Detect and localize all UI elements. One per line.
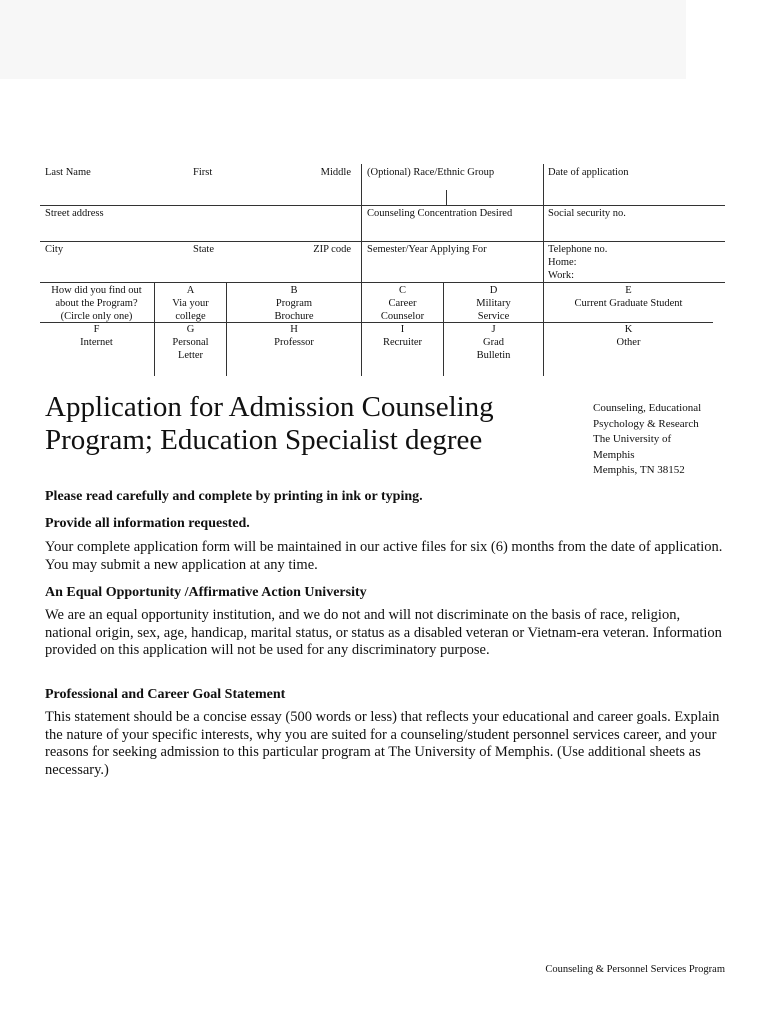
source-question: How did you find out about the Program? (Circle only one) <box>51 285 142 322</box>
middle-name-label: Middle <box>320 167 351 178</box>
column-divider-date <box>543 164 544 282</box>
eeo-paragraph: We are an equal opportunity institution, and we do not and will not discriminate on the basis of race, religion, national origin, sex, age, handicap, marital status, or status as a disabled veteran or Vietnam-era veteran. Information provided on this application will not be used for any discriminatory purpose. <box>45 607 722 658</box>
city-label: City <box>45 244 64 255</box>
date-of-application-label: Date of application <box>548 167 629 178</box>
source-option-k[interactable]: K Other <box>616 324 641 348</box>
footer-program-name: Counseling & Personnel Services Program <box>545 964 725 975</box>
source-option-g[interactable]: G Personal Letter <box>172 324 209 361</box>
source-option-f[interactable]: F Internet <box>80 324 113 348</box>
source-option-j[interactable]: J Grad Bulletin <box>476 324 511 361</box>
page-title <box>45 391 585 457</box>
zip-code-label: ZIP code <box>313 244 351 255</box>
last-name-label: Last Name <box>45 167 91 178</box>
goal-statement-heading: Professional and Career Goal Statement <box>45 687 286 702</box>
semester-year-label: Semester/Year Applying For <box>367 244 487 255</box>
row-divider-3 <box>40 282 725 283</box>
telephone-label: Telephone no. <box>548 244 608 255</box>
source-option-b[interactable]: B Program Brochure <box>274 285 314 322</box>
page-title-line-2: Program; Education Specialist degree <box>45 424 483 456</box>
read-carefully-instruction: Please read carefully and complete by printing in ink or typing. <box>45 489 423 504</box>
source-option-i[interactable]: I Recruiter <box>382 324 423 348</box>
source-option-c[interactable]: C Career Counselor <box>380 285 425 322</box>
goal-statement-paragraph: This statement should be a concise essay (500 words or less) that reflects your educational and career goals. Explain the nature of your specific interests, why you are suited for a counseling/student personnel services career, and your reasons for seeking admission to this particular program at The University of Memphis. (Use additional sheets as necessary.) <box>45 709 720 778</box>
row-divider-2 <box>40 241 725 242</box>
race-ethnic-label: (Optional) Race/Ethnic Group <box>367 167 495 178</box>
first-name-label: First <box>193 167 213 178</box>
race-field-tick <box>446 190 447 205</box>
street-address-label: Street address <box>45 208 104 219</box>
row-divider-1 <box>40 205 725 206</box>
home-phone-label: Home: <box>548 257 577 268</box>
source-option-a[interactable]: A Via your college <box>172 285 209 322</box>
column-divider-race <box>361 164 362 282</box>
provide-info-instruction: Provide all information requested. <box>45 516 250 531</box>
page-title-line-1: Application for Admission Counseling <box>45 391 494 423</box>
state-label: State <box>193 244 214 255</box>
ssn-label: Social security no. <box>548 208 626 219</box>
work-phone-label: Work: <box>548 270 574 281</box>
top-shaded-band <box>0 0 686 79</box>
source-option-d[interactable]: D Military Service <box>476 285 511 322</box>
concentration-label: Counseling Concentration Desired <box>367 208 513 219</box>
department-address: Counseling, Educational Psychology & Research The University of Memphis Memphis, TN 38152 <box>593 402 702 476</box>
source-option-h[interactable]: H Professor <box>274 324 314 348</box>
retention-paragraph: Your complete application form will be maintained in our active files for six (6) months from the date of application. You may submit a new application at any time. <box>45 539 723 573</box>
eeo-heading: An Equal Opportunity /Affirmative Action University <box>45 585 367 600</box>
source-option-e[interactable]: E Current Graduate Student <box>574 285 683 309</box>
